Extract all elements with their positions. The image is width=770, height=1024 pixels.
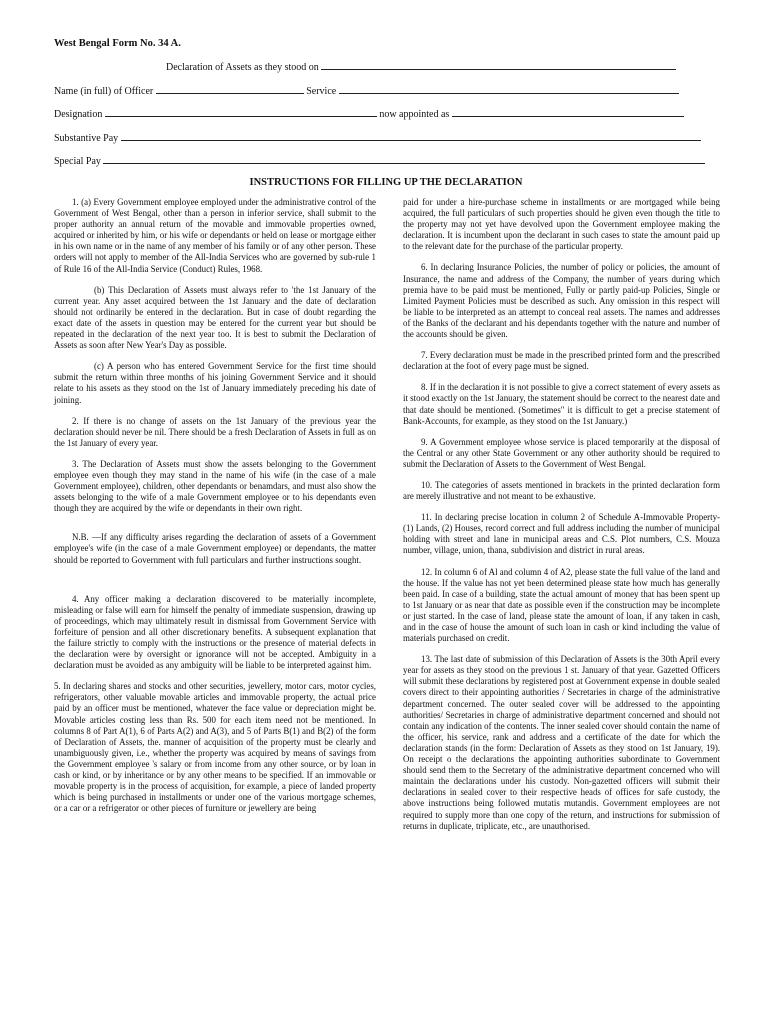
special-pay-field[interactable] — [103, 154, 705, 164]
instructions-heading: INSTRUCTIONS FOR FILLING UP THE DECLARATION — [249, 177, 523, 188]
substantive-pay-line — [54, 131, 718, 144]
instruction-nb: N.B. —If any difficulty arises regarding the declaration of assets of a Government employee's wife (in the case of a male Government employee) or dependants, the matter should be reported to Government with full particulars and further instructions sought. — [54, 532, 376, 565]
service-label: Service — [306, 86, 337, 97]
special-pay-line — [54, 154, 718, 167]
instruction-9: 9. A Government employee whose service is placed temporarily at the disposal of the Central or any other State Government or any other authority should be required to submit the Declaration of Assets to the Government of West Bengal. — [403, 436, 720, 469]
instruction-5-continued: paid for under a hire-purchase scheme in installments or are mortgaged while being acquired, the full particulars of such properties should he given even though the title to the property may not yet have devolved upon the Government employee making the declaration. It is incumbent upon the declarant in such cases to state the amount paid up to the relevant date for the purchase of the particular property. — [403, 197, 720, 252]
instruction-7: 7. Every declaration must be made in the prescribed printed form and the prescribed declaration at the foot of every page must be signed. — [403, 350, 720, 372]
designation-line — [54, 107, 718, 120]
instruction-3: 3. The Declaration of Assets must show the assets belonging to the Government employee even though they may stand in the name of his wife (in the case of a male Government employee), children, other dependants or benamdars, and must also show the assets belonging to the wife of a male Government employee or to his dependants even though they are acquired by the wife or dependants in their own right. — [54, 458, 376, 514]
instruction-6: 6. In declaring Insurance Policies, the number of policy or policies, the amount of Insurance, the name and address of the Company, the number of years during which premia have to be paid must be mentioned, Fully or partly paid-up Policies, Single or Limited Payment Policies must be described as such. Any omission in this respect will be liable to be interpreted as an attempt to conceal real assets. The names and addresses of the Banks of the declarant and his dependants together with the nature and number of the accounts should be given. — [403, 262, 720, 340]
substantive-pay-field[interactable] — [121, 131, 701, 141]
form-number: West Bengal Form No. 34 A. — [54, 38, 181, 49]
instruction-12: 12. In column 6 of Al and column 4 of A2, please state the full value of the land and the house. If the value has not yet been determined please state how much has generally been paid. In case of a building, state the actual amount of money that has been spent up to 1st January or as near that date as possible even if the construction may be incomplete or just started. In the case of land, please state the amount of loan, if any taken in cash, and in the case of house the amount of such loan in cash or kind including the value of materials purchased on credit. — [403, 566, 720, 644]
instruction-1a: 1. (a) Every Government employee employed under the administrative control of the Government of West Bengal, other than a person in inferior service, shall submit to the proper authority an annual return of the movable and immovable properties owned, acquired or inherited by him, or his wife or dependants or held on lease or mortgage either in his own name or in the name of any member of his family or of any other person. These orders will not apply to member of the All-India Services who are governed by sub-rule 1 of Rule 16 of the All-India Service (Conduct) Rules, 1968. — [54, 197, 376, 274]
officer-name-field[interactable] — [156, 84, 304, 94]
officer-name-label: Name (in full) of Officer — [54, 86, 154, 97]
instruction-10: 10. The categories of assets mentioned in brackets in the printed declaration form are merely illustrative and not meant to be exhaustive. — [403, 479, 720, 502]
instructions-right-column — [403, 197, 720, 842]
instruction-1b: (b) This Declaration of Assets must always refer to 'the 1st January of the current year. Any asset acquired between the 1st January and the date of declaration should not ordinarily be entered in the declaration. But in case of doubt regarding the exact date of the assets in question may be entered for the current year but should be repeated in the declaration of the next year too. It is best to submit the Declaration of Assets as soon after New Year's Day as possible. — [54, 284, 376, 351]
instruction-5: 5. In declaring shares and stocks and other securities, jewellery, motor cars, motor cycles, refrigerators, other valuable movable articles and immovable property, the actual price paid by an officer must be mentioned, whatever the face value or depreciation might be. Movable articles costing less than Rs. 500 for each item need not be mentioned. In columns 8 of Part A(1), 6 of Parts A(2) and A(3), and 5 of Parts B(1) and B(2) of the form of Declaration of Assets, the. manner of acquisition of the property must be clearly and unambiguously given, i.e., whether the property was acquired by means of savings from the Government employee 's salary or from income from any other source, or by loan in cash or kind, or by inheritance or by any other means to be specified. If an immovable or movable property is in the process of acquisition, for example, a piece of landed property which is being purchased in installments or under one of the various mortgage schemes, or a car or a refrigerator or other pieces of furniture or jewellery are being — [54, 681, 376, 814]
instruction-1c: (c) A person who has entered Government Service for the first time should submit the return within three months of his joining Government Service and it should relate to his assets as they stood on the 1st of January immediately preceding his date of joining. — [54, 361, 376, 405]
instruction-2: 2. If there is no change of assets on the 1st January of the previous year the declaration should never be nil. There should be a fresh Declaration of Assets in full as on the 1st January of every year. — [54, 415, 376, 448]
designation-field[interactable] — [105, 107, 377, 117]
instruction-8: 8. If in the declaration it is not possible to give a correct statement of every assets as it stood exactly on the 1st January, the statement should be correct to the nearest date and that date should be mentioned. (Sometimes" it is difficult to get a precise statement of Bank-Accounts, for example, as they stood on the 1st January.) — [403, 382, 720, 426]
substantive-pay-label: Substantive Pay — [54, 133, 119, 144]
instructions-left-column — [54, 197, 376, 824]
instruction-4: 4. Any officer making a declaration discovered to be materially incomplete, misleading or false will earn for himself the penalty of immediate suspension, drawing up of proceedings, which may ultimately result in dismissal from Government Service with forfeiture of pension and all other discretionary benefits. A subsequent explanation that the failure strictly to comply with the instructions or the presence of material defects in the declaration were by oversight or ignorance will not be accepted. Ambiguity in a declaration must be avoided as any ambiguity will be liable to be interpreted against him. — [54, 593, 376, 671]
declaration-date-label: Declaration of Assets as they stood on — [166, 62, 319, 73]
instruction-13: 13. The last date of submission of this Declaration of Assets is the 30th April every year for assets as they stood on the previous 1 st. January of that year. Gazetted Officers will submit these declarations by registered post at Government expense in double sealed covers direct to their appointing authorities / Secretaries in charge of the administrative department concerned. The outer sealed cover will be addressed to the appointing authorities/ Secretaries in charge of administrative department concerned and should not contain any indication of the contents. The inner sealed cover should contain the name of the officer, his service, rank and address and a certificate of the date for which the declaration stands (in the form: Declaration of Assets as they stood on 1st January, 19). On receipt o the declarations the appointing authorities subordinate to Government should send them to the Secretary of the administrative department concerned who will maintain the declarations under his custody. Non-gazetted officers will submit their declarations in sealed cover to their respective heads of offices for safe custody, the above instructions being followed mutatis mutandis. Government employees are not required to supply more than one copy of the return, and instructions for submission of returns in duplicate, triplicate, etc., are unauthorised. — [403, 654, 720, 831]
appointed-as-field[interactable] — [452, 107, 684, 117]
name-service-line — [54, 84, 718, 97]
appointed-as-label: now appointed as — [379, 109, 450, 120]
declaration-date-field[interactable] — [321, 60, 676, 70]
declaration-date-line — [54, 60, 718, 73]
service-field[interactable] — [339, 84, 679, 94]
special-pay-label: Special Pay — [54, 156, 101, 167]
designation-label: Designation — [54, 109, 103, 120]
instruction-11: 11. In declaring precise location in column 2 of Schedule A-Immovable Property-(1) Lands, (2) Houses, record correct and full address including the number of municipal holding with street and lane in municipal areas and C.S. Plot numbers, C.S. Mouza number, village, union, thana, subdivision and district in rural areas. — [403, 512, 720, 556]
